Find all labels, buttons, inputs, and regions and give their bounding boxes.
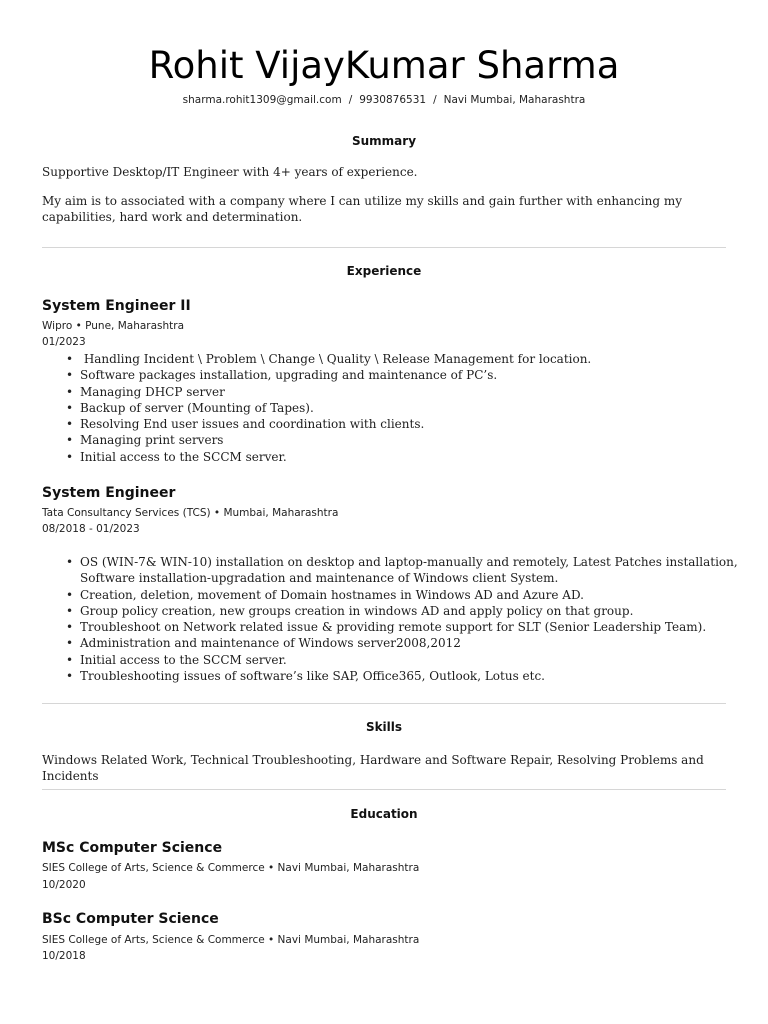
degree-title: BSc Computer Science: [42, 911, 219, 927]
skills-text: Windows Related Work, Technical Troubleshooting, Hardware and Software Repair, Resolving Problems and Incidents: [42, 753, 704, 784]
section-divider: [42, 247, 726, 248]
phone-number: 9930876531: [359, 94, 427, 106]
list-item: • Group policy creation, new groups creation in windows AD and apply policy on that group.: [80, 603, 768, 619]
job-dates: 01/2023: [42, 336, 86, 348]
job-bullet-list: [42, 554, 768, 684]
experience-heading: Experience: [346, 264, 422, 278]
contact-line: [0, 93, 768, 107]
job-title: System Engineer: [42, 485, 176, 501]
job-dates: 08/2018 - 01/2023: [42, 523, 140, 535]
list-item: • Resolving End user issues and coordination with clients.: [80, 416, 768, 432]
list-item: • Managing print servers: [80, 432, 768, 448]
school-name: SIES College of Arts, Science & Commerce • Navi Mumbai, Maharashtra: [42, 862, 420, 874]
list-item: • Troubleshoot on Network related issue & providing remote support for SLT (Senior Leadership Team).: [80, 619, 768, 635]
list-item: • Initial access to the SCCM server.: [80, 449, 768, 465]
candidate-name: Rohit VijayKumar Sharma: [148, 44, 620, 87]
list-item: • Troubleshooting issues of software’s like SAP, Office365, Outlook, Lotus etc.: [80, 668, 768, 684]
degree-title: MSc Computer Science: [42, 840, 223, 856]
list-item: • Initial access to the SCCM server.: [80, 652, 768, 668]
job-company: Wipro • Pune, Maharashtra: [42, 320, 185, 332]
email-link[interactable]: sharma.rohit1309@gmail.com: [182, 94, 342, 106]
list-item: • Handling Incident \ Problem \ Change \ Quality \ Release Management for location.: [80, 351, 768, 367]
section-divider: [42, 703, 726, 704]
summary-paragraph: My aim is to associated with a company where I can utilize my skills and gain further with enhancing my capabilities, hard work and determination.: [42, 194, 682, 225]
education-date: 10/2020: [42, 879, 86, 891]
job-title: System Engineer II: [42, 298, 191, 314]
list-item: • Software packages installation, upgrading and maintenance of PC’s.: [80, 367, 768, 383]
summary-paragraph: Supportive Desktop/IT Engineer with 4+ years of experience.: [42, 165, 418, 179]
contact-separator: /: [348, 94, 353, 106]
school-name: SIES College of Arts, Science & Commerce • Navi Mumbai, Maharashtra: [42, 934, 420, 946]
job-company: Tata Consultancy Services (TCS) • Mumbai, Maharashtra: [42, 507, 339, 519]
education-heading: Education: [350, 807, 418, 821]
list-item: • Backup of server (Mounting of Tapes).: [80, 400, 768, 416]
skills-heading: Skills: [365, 720, 403, 734]
list-item: • Administration and maintenance of Windows server2008,2012: [80, 635, 768, 651]
section-divider: [42, 789, 726, 790]
summary-heading: Summary: [351, 134, 417, 148]
list-item: • OS (WIN-7& WIN-10) installation on desktop and laptop-manually and remotely, Latest Patches installation, Software installation-upgradation and maintenance of Windows client System.: [80, 554, 768, 587]
contact-separator: /: [433, 94, 437, 106]
list-item: • Managing DHCP server: [80, 384, 768, 400]
job-bullet-list: [42, 351, 768, 465]
education-date: 10/2018: [42, 950, 86, 962]
list-item: • Creation, deletion, movement of Domain hostnames in Windows AD and Azure AD.: [80, 587, 768, 603]
location: Navi Mumbai, Maharashtra: [443, 94, 586, 106]
